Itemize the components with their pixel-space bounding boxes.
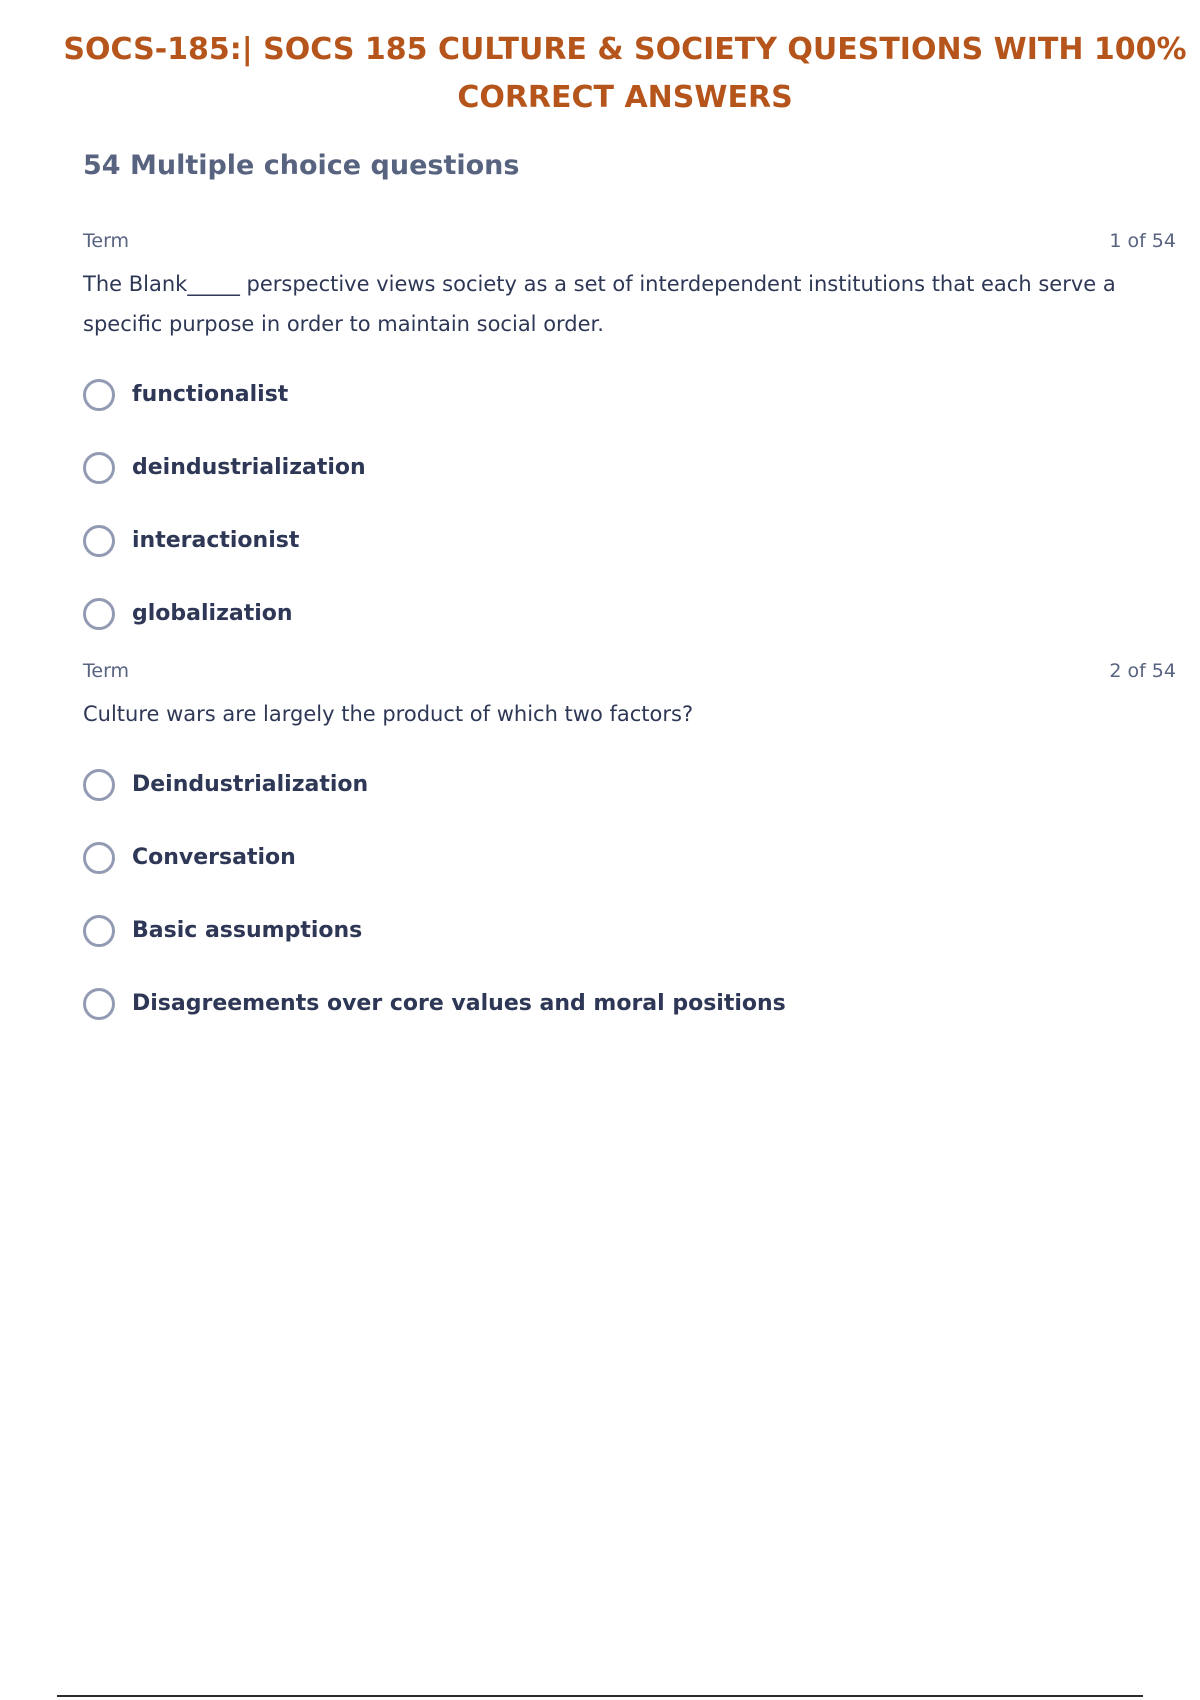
answer-option-label: deindustrialization <box>132 455 366 480</box>
footer-divider <box>57 1695 1143 1697</box>
radio-unselected-icon[interactable] <box>83 769 115 801</box>
question-text: Culture wars are largely the product of which two factors? <box>83 702 694 726</box>
question-header <box>83 226 1176 256</box>
radio-unselected-icon[interactable] <box>83 379 115 411</box>
answer-option[interactable] <box>83 358 1176 431</box>
question-card-1 <box>83 226 1176 650</box>
question-header <box>83 656 1176 686</box>
answer-option[interactable] <box>83 748 1176 821</box>
question-card-2 <box>83 656 1176 1040</box>
radio-unselected-icon[interactable] <box>83 452 115 484</box>
answer-option[interactable] <box>83 431 1176 504</box>
answer-option-label: Basic assumptions <box>132 918 363 943</box>
answer-option-label: interactionist <box>132 528 300 553</box>
radio-unselected-icon[interactable] <box>83 598 115 630</box>
answer-options <box>83 748 1176 1040</box>
document-title-line-1: SOCS-185:| SOCS 185 CULTURE & SOCIETY QUESTIONS WITH 100% <box>63 32 1187 67</box>
document-title-line-2: CORRECT ANSWERS <box>457 80 793 115</box>
answer-option[interactable] <box>83 577 1176 650</box>
question-text: The Blank_____ perspective views society as a set of interdependent institutions that each serve a specific purpose in order to maintain social order. <box>83 272 1116 336</box>
answer-option[interactable] <box>83 894 1176 967</box>
radio-unselected-icon[interactable] <box>83 842 115 874</box>
term-label: Term <box>83 660 130 682</box>
question-counter: 2 of 54 <box>1109 660 1176 682</box>
radio-unselected-icon[interactable] <box>83 915 115 947</box>
term-label: Term <box>83 230 130 252</box>
answer-option-label: Conversation <box>132 845 296 870</box>
question-counter: 1 of 54 <box>1109 230 1176 252</box>
answer-option[interactable] <box>83 821 1176 894</box>
answer-option-label: Deindustrialization <box>132 772 369 797</box>
section-heading: 54 Multiple choice questions <box>83 150 520 181</box>
document-title <box>50 26 1200 122</box>
answer-option[interactable] <box>83 967 1176 1040</box>
answer-options <box>83 358 1176 650</box>
radio-unselected-icon[interactable] <box>83 525 115 557</box>
radio-unselected-icon[interactable] <box>83 988 115 1020</box>
answer-option-label: Disagreements over core values and moral positions <box>132 991 786 1016</box>
answer-option-label: globalization <box>132 601 293 626</box>
answer-option-label: functionalist <box>132 382 289 407</box>
answer-option[interactable] <box>83 504 1176 577</box>
